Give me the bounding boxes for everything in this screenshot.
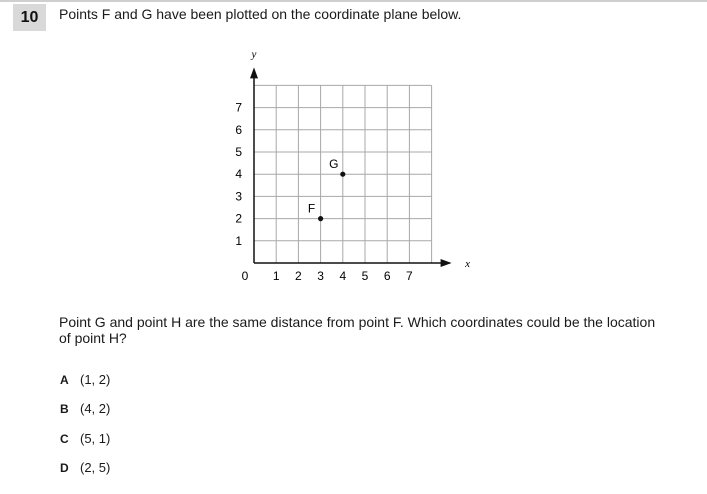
- x-tick-label: 6: [383, 269, 391, 283]
- x-axis-arrow-icon: [441, 259, 452, 267]
- x-tick-label: 3: [317, 269, 324, 283]
- choice-value: (2, 5): [80, 460, 111, 475]
- point-f: [318, 216, 323, 221]
- y-tick-label: 6: [235, 122, 242, 137]
- choice-c[interactable]: [60, 430, 110, 448]
- y-tick-label: 2: [235, 211, 242, 226]
- question-number: 10: [13, 4, 46, 31]
- x-tick-label: 0: [241, 269, 249, 283]
- choice-letter: B: [60, 402, 69, 416]
- x-tick-label: 1: [272, 269, 280, 283]
- choice-b[interactable]: [60, 400, 110, 418]
- y-tick-label: 4: [235, 167, 242, 182]
- x-tick-label: 7: [406, 269, 413, 283]
- choice-letter: D: [60, 461, 69, 475]
- y-axis-label: y: [251, 48, 257, 61]
- choice-a[interactable]: [60, 371, 110, 389]
- point-label-f: F: [307, 201, 316, 216]
- x-tick-label: 4: [339, 269, 347, 283]
- choice-d[interactable]: [60, 459, 110, 477]
- choice-letter: A: [60, 373, 69, 387]
- choice-value: (1, 2): [80, 372, 111, 387]
- x-tick-label: 2: [295, 269, 302, 283]
- choice-value: (5, 1): [80, 431, 111, 446]
- x-axis-label: x: [465, 258, 471, 270]
- question-prompt: Points F and G have been plotted on the coordinate plane below.: [59, 6, 462, 22]
- choice-letter: C: [60, 432, 69, 446]
- point-label-g: G: [329, 157, 339, 172]
- point-g: [340, 172, 345, 177]
- x-tick-label: 5: [361, 269, 369, 283]
- y-tick-label: 5: [235, 145, 242, 159]
- y-tick-label: 1: [235, 233, 242, 248]
- y-tick-label: 3: [235, 189, 242, 204]
- y-axis-arrow-icon: [250, 67, 258, 78]
- y-tick-label: 7: [235, 100, 242, 115]
- choice-value: (4, 2): [80, 401, 111, 416]
- question-text: Point G and point H are the same distance from point F. Which coordinates could be the location of point H?: [59, 314, 656, 346]
